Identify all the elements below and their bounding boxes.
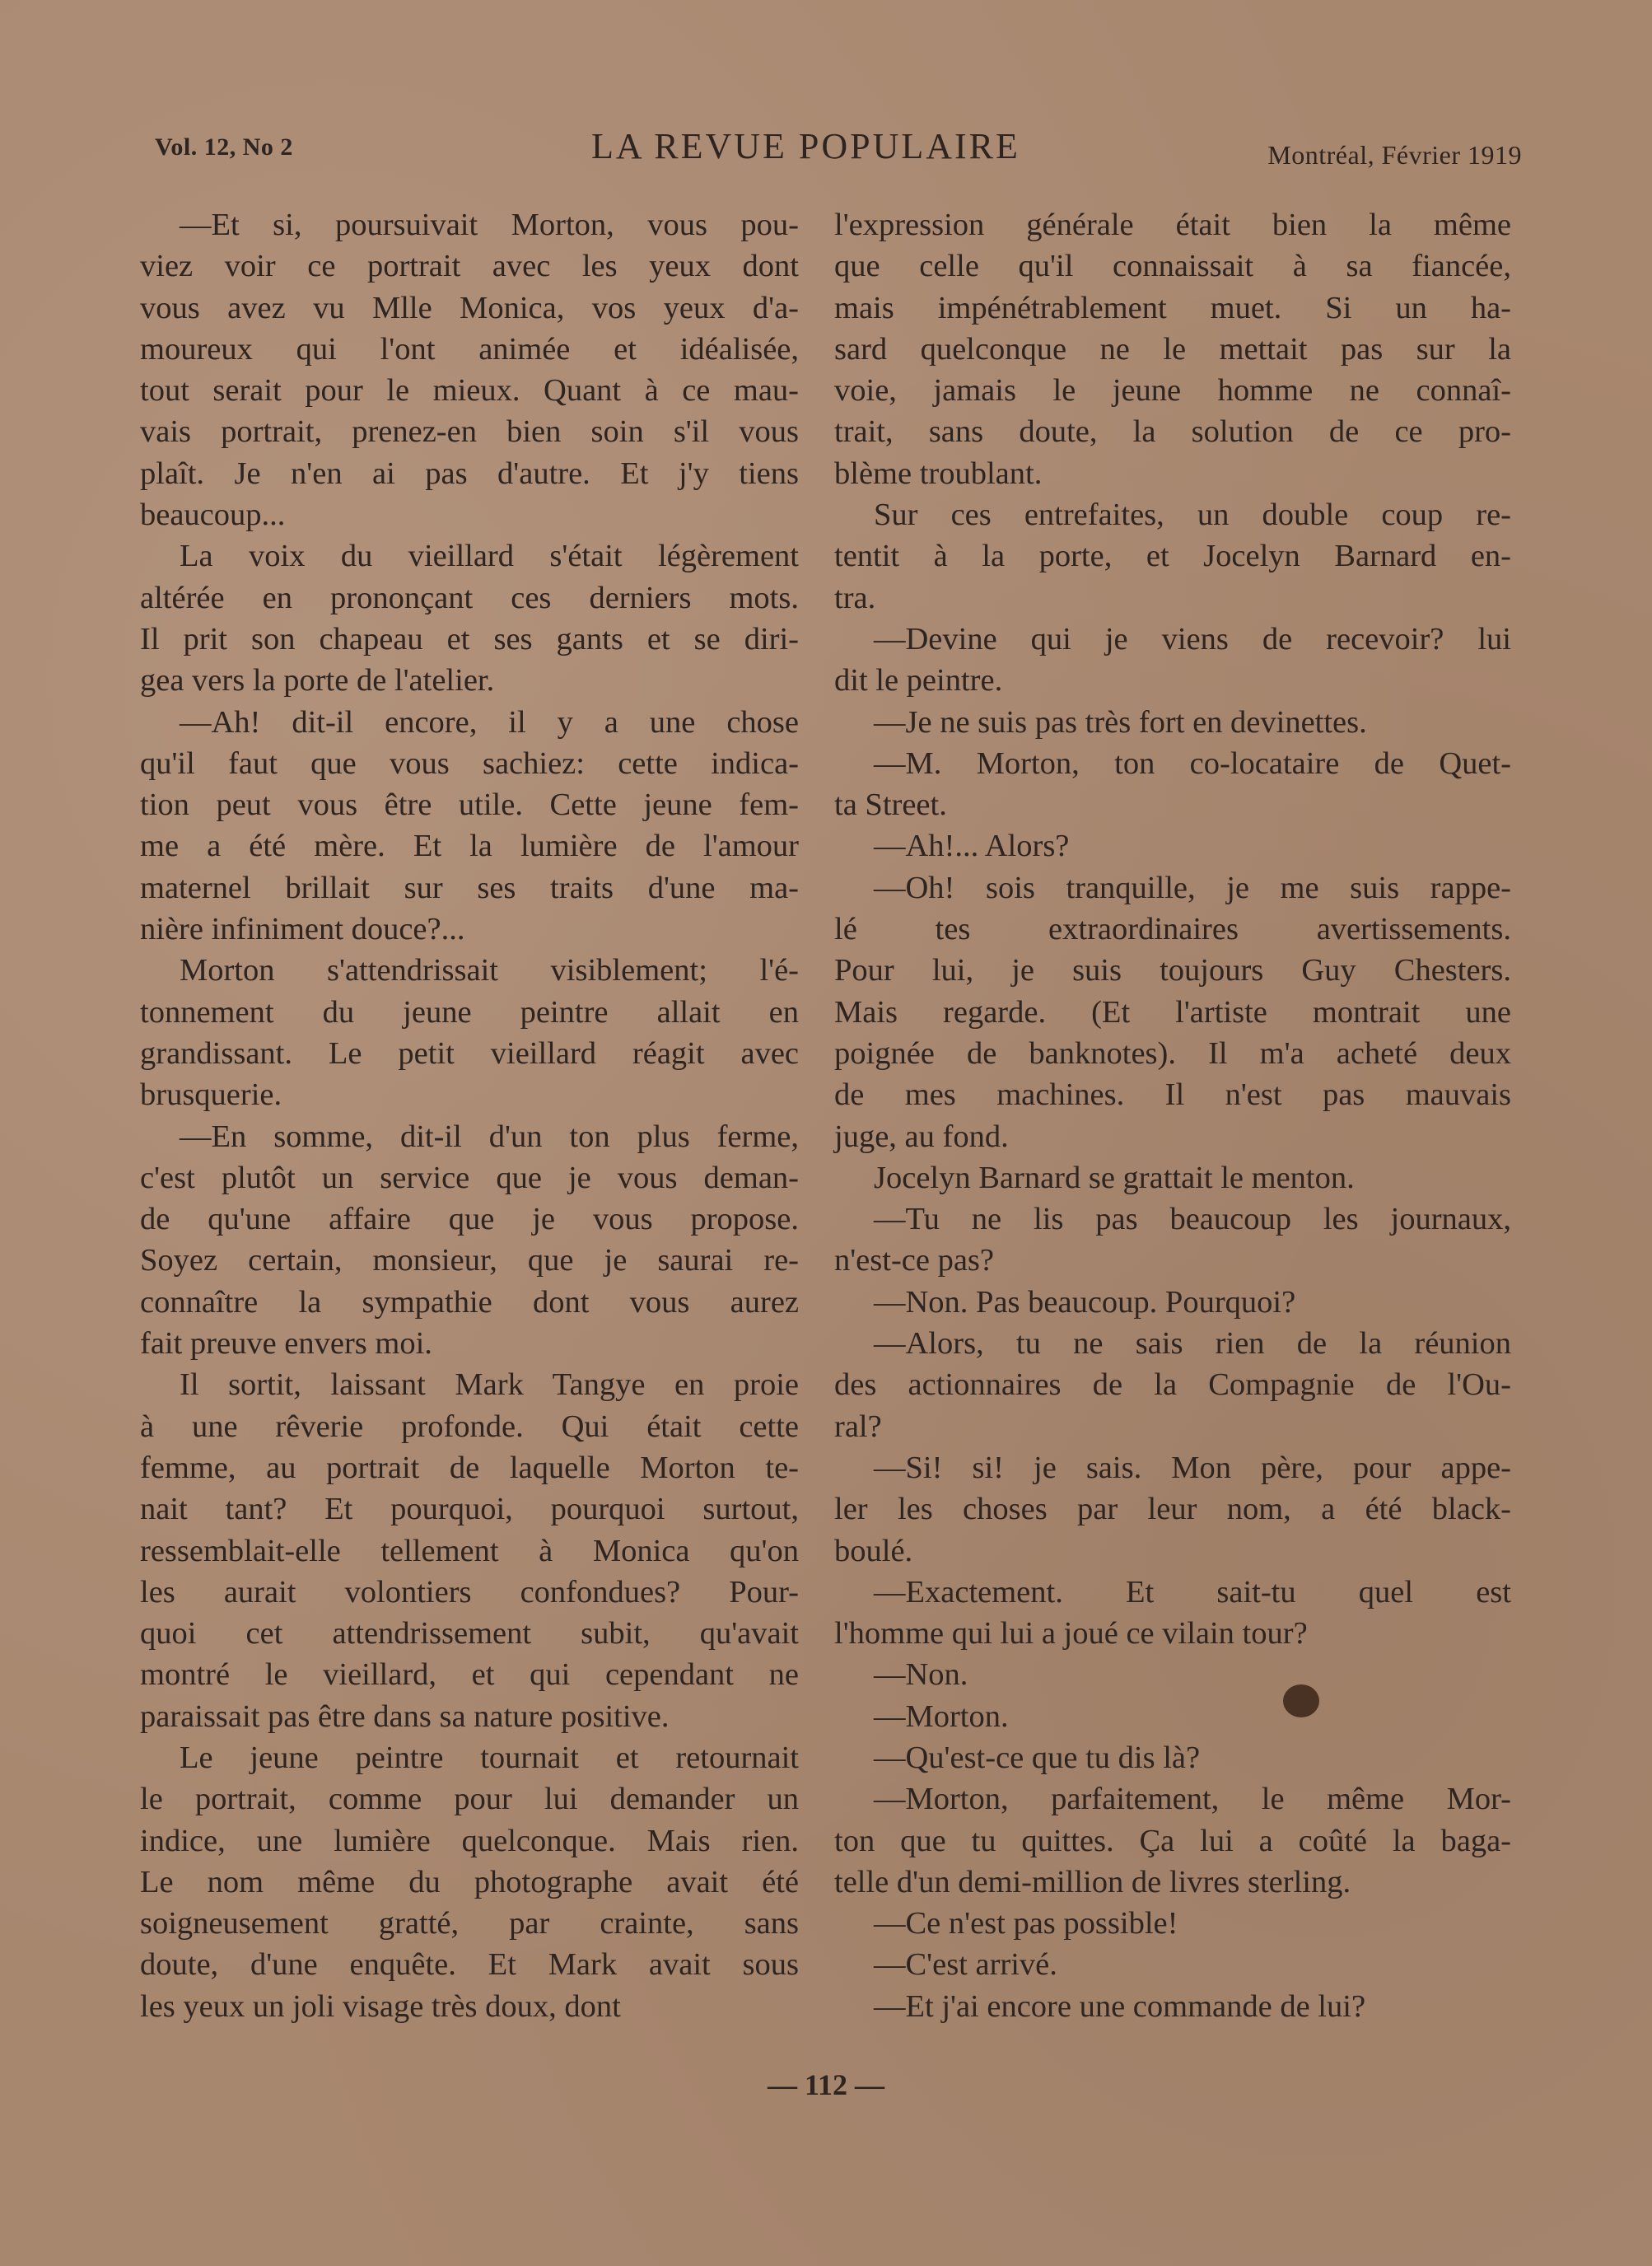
text-line: de qu'une affaire que je vous propose.: [140, 1202, 799, 1237]
left-column: [140, 204, 799, 2027]
text-line: connaître la sympathie dont vous aurez: [140, 1284, 799, 1320]
text-line: soigneusement gratté, par crainte, sans: [140, 1906, 799, 1941]
text-line: —C'est arrivé.: [874, 1947, 1057, 1983]
text-line: grandissant. Le petit vieillard réagit avec: [140, 1035, 799, 1071]
text-line: de mes machines. Il n'est pas mauvais: [834, 1077, 1511, 1113]
text-line: des actionnaires de la Compagnie de l'Ou-: [834, 1367, 1511, 1403]
text-line: l'expression générale était bien la même: [834, 208, 1511, 242]
publication-title: LA REVUE POPULAIRE: [591, 126, 1020, 166]
text-line: Mais regarde. (Et l'artiste montrait une: [834, 994, 1511, 1030]
text-line: dit le peintre.: [834, 663, 1003, 698]
text-line: sard quelconque ne le mettait pas sur la: [834, 331, 1511, 367]
text-line: ler les choses par leur nom, a été black-: [834, 1492, 1511, 1527]
text-line: ton que tu quittes. Ça lui a coûté la baga-: [834, 1823, 1511, 1858]
text-line: blème troublant.: [834, 456, 1043, 491]
text-line: —Et j'ai encore une commande de lui?: [874, 1988, 1366, 2024]
paragraph: [834, 1986, 1511, 2027]
text-line: tion peut vous être utile. Cette jeune fem-: [140, 787, 799, 823]
text-line: —Ce n'est pas possible!: [874, 1906, 1178, 1941]
text-line: nière infiniment douce?...: [140, 912, 465, 947]
text-line: montré le vieillard, et qui cependant ne: [140, 1657, 799, 1693]
text-line: nait tant? Et pourquoi, pourquoi surtout,: [140, 1492, 799, 1527]
text-line: Soyez certain, monsieur, que je saurai re-: [140, 1243, 799, 1278]
text-line: La voix du vieillard s'était légèrement: [180, 539, 799, 574]
paragraph: [140, 1364, 799, 1737]
paragraph: [834, 1447, 1511, 1572]
text-line: n'est-ce pas?: [834, 1243, 994, 1278]
text-line: —Alors, tu ne sais rien de la réunion: [874, 1326, 1511, 1362]
text-line: —Ah!... Alors?: [874, 829, 1070, 864]
text-line: femme, au portrait de laquelle Morton te-: [140, 1450, 799, 1485]
paragraph: [834, 1323, 1511, 1447]
paragraph: [140, 950, 799, 1115]
text-line: Le jeune peintre tournait et retournait: [180, 1740, 799, 1775]
paragraph: [834, 1696, 1511, 1737]
text-line: à une rêverie profonde. Qui était cette: [140, 1409, 799, 1444]
text-line: —M. Morton, ton co-locataire de Quet-: [874, 745, 1511, 781]
text-line: telle d'un demi-million de livres sterling.: [834, 1864, 1351, 1899]
paragraph: [834, 1157, 1511, 1198]
text-line: Pour lui, je suis toujours Guy Chesters.: [834, 953, 1511, 988]
text-line: tra.: [834, 580, 876, 615]
text-line: brusquerie.: [140, 1077, 282, 1113]
paragraph: [140, 204, 799, 535]
text-line: —Si! si! je sais. Mon père, pour appe-: [874, 1450, 1511, 1485]
text-line: —Tu ne lis pas beaucoup les journaux,: [874, 1202, 1511, 1237]
text-line: —Ah! dit-il encore, il y a une chose: [180, 704, 799, 740]
right-column: [834, 204, 1511, 2027]
paragraph: [834, 204, 1511, 494]
text-line: paraissait pas être dans sa nature positive.: [140, 1698, 670, 1734]
paragraph: [834, 1737, 1511, 1778]
text-line: les yeux un joli visage très doux, dont: [140, 1988, 621, 2024]
text-line: voie, jamais le jeune homme ne connaî-: [834, 373, 1511, 409]
issue-date: Montréal, Février 1919: [1267, 140, 1522, 170]
text-line: —Je ne suis pas très fort en devinettes.: [874, 704, 1367, 740]
text-line: —Qu'est-ce que tu dis là?: [874, 1740, 1201, 1775]
paragraph: [834, 1778, 1511, 1903]
text-line: qu'il faut que vous sachiez: cette indica-: [140, 745, 799, 781]
paragraph: [834, 1282, 1511, 1323]
paragraph: [834, 867, 1511, 1157]
text-line: ta Street.: [834, 787, 947, 823]
text-line: Il prit son chapeau et ses gants et se diri-: [140, 621, 799, 656]
text-line: —Devine qui je viens de recevoir? lui: [874, 621, 1511, 656]
text-line: —Morton.: [874, 1698, 1009, 1734]
text-line: Morton s'attendrissait visiblement; l'é-: [180, 953, 799, 988]
paragraph: [834, 494, 1511, 619]
ink-stain: [1283, 1684, 1319, 1717]
text-line: fait preuve envers moi.: [140, 1326, 432, 1362]
text-line: vais portrait, prenez-en bien soin s'il vous: [140, 414, 799, 450]
text-line: doute, d'une enquête. Et Mark avait sous: [140, 1947, 799, 1983]
paragraph: [140, 1116, 799, 1365]
paragraph: [140, 702, 799, 951]
page-number: — 112 —: [767, 2068, 884, 2101]
paragraph: [834, 1198, 1511, 1282]
text-line: vous avez vu Mlle Monica, vos yeux d'a-: [140, 290, 799, 325]
paragraph: [834, 1654, 1511, 1695]
text-line: quoi cet attendrissement subit, qu'avait: [140, 1616, 799, 1652]
text-line: —Non. Pas beaucoup. Pourquoi?: [874, 1284, 1296, 1320]
text-line: boulé.: [834, 1533, 913, 1568]
text-line: —Et si, poursuivait Morton, vous pou-: [180, 208, 799, 242]
text-line: tonnement du jeune peintre allait en: [140, 994, 799, 1030]
paragraph: [140, 1737, 799, 2027]
text-line: beaucoup...: [140, 498, 286, 533]
text-line: Jocelyn Barnard se grattait le menton.: [874, 1160, 1355, 1195]
paragraph: [834, 702, 1511, 743]
text-line: poignée de banknotes). Il m'a acheté deux: [834, 1035, 1511, 1071]
paragraph: [140, 535, 799, 701]
text-line: plaît. Je n'en ai pas d'autre. Et j'y tiens: [140, 456, 799, 491]
text-line: tout serait pour le mieux. Quant à ce mau-: [140, 373, 799, 409]
text-line: lé tes extraordinaires avertissements.: [834, 912, 1511, 947]
text-line: gea vers la porte de l'atelier.: [140, 663, 495, 698]
paragraph: [834, 1572, 1511, 1655]
text-line: —Non.: [874, 1657, 968, 1693]
text-line: le portrait, comme pour lui demander un: [140, 1782, 799, 1817]
text-line: altérée en prononçant ces derniers mots.: [140, 580, 799, 615]
text-line: c'est plutôt un service que je vous deman-: [140, 1160, 799, 1195]
text-line: moureux qui l'ont animée et idéalisée,: [140, 331, 799, 367]
text-line: mais impénétrablement muet. Si un ha-: [834, 290, 1511, 325]
paragraph: [834, 825, 1511, 867]
text-line: ral?: [834, 1409, 882, 1444]
text-line: maternel brillait sur ses traits d'une ma-: [140, 870, 799, 905]
text-line: que celle qu'il connaissait à sa fiancée,: [834, 249, 1511, 284]
text-line: —Oh! sois tranquille, je me suis rappe-: [874, 870, 1511, 905]
text-line: indice, une lumière quelconque. Mais rien.: [140, 1823, 799, 1858]
page-header: [155, 126, 1522, 180]
paragraph: [834, 743, 1511, 826]
text-line: les aurait volontiers confondues? Pour-: [140, 1574, 799, 1610]
paragraph: [834, 1903, 1511, 1944]
volume-number: Vol. 12, No 2: [155, 133, 293, 161]
text-line: juge, au fond.: [834, 1119, 1009, 1154]
text-line: —Morton, parfaitement, le même Mor-: [874, 1782, 1511, 1817]
paragraph: [834, 1944, 1511, 1985]
text-line: —Exactement. Et sait-tu quel est: [874, 1574, 1511, 1610]
text-line: Il sortit, laissant Mark Tangye en proie: [180, 1367, 799, 1403]
text-line: viez voir ce portrait avec les yeux dont: [140, 249, 799, 284]
text-line: l'homme qui lui a joué ce vilain tour?: [834, 1616, 1308, 1652]
text-line: Sur ces entrefaites, un double coup re-: [874, 498, 1511, 533]
text-line: Le nom même du photographe avait été: [140, 1864, 799, 1899]
paragraph: [834, 619, 1511, 702]
text-line: trait, sans doute, la solution de ce pro-: [834, 414, 1511, 450]
text-line: tentit à la porte, et Jocelyn Barnard en-: [834, 539, 1511, 574]
text-line: ressemblait-elle tellement à Monica qu'on: [140, 1533, 799, 1568]
text-line: —En somme, dit-il d'un ton plus ferme,: [180, 1119, 799, 1154]
text-line: me a été mère. Et la lumière de l'amour: [140, 829, 799, 864]
